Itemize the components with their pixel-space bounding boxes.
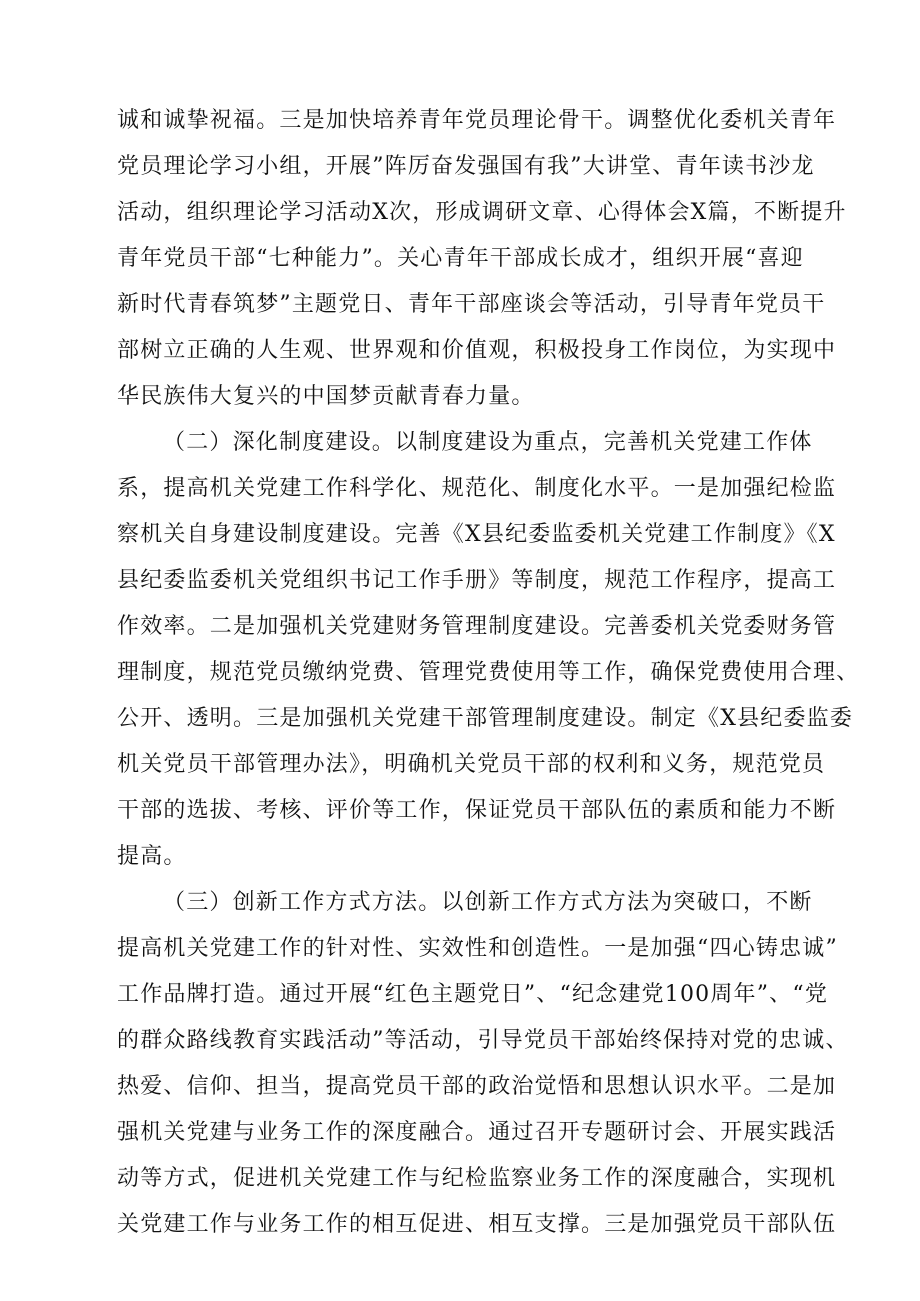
text-line: 系，提高机关党建工作科学化、规范化、制度化水平。一是加强纪检监 <box>117 476 837 501</box>
text-line: 县纪委监委机关党组织书记工作手册》等制度，规范工作程序，提高工 <box>117 568 837 593</box>
text-line: 党员理论学习小组，开展”阵厉奋发强国有我”大讲堂、青年读书沙龙 <box>117 154 815 179</box>
text-line: 诚和诚挚祝福。三是加快培养青年党员理论骨干。调整优化委机关青年 <box>117 108 837 133</box>
text-line: 理制度，规范党员缴纳党费、管理党费使用等工作，确保党费使用合理、 <box>117 660 860 685</box>
text-line: 作效率。二是加强机关党建财务管理制度建设。完善委机关党委财务管 <box>117 614 837 639</box>
section-heading-line: （二）深化制度建设。以制度建设为重点，完善机关党建工作体 <box>163 430 813 455</box>
text-line: 华民族伟大复兴的中国梦贡献青春力量。 <box>117 384 535 409</box>
text-line: 活动，组织理论学习活动X次，形成调研文章、心得体会X篇，不断提升 <box>117 200 847 225</box>
text-line: 公开、透明。三是加强机关党建干部管理制度建设。制定《X县纪委监委 <box>117 706 854 731</box>
text-line: 察机关自身建设制度建设。完善《X县纪委监委机关党建工作制度》《X <box>117 522 836 547</box>
section-heading-line: （三）创新工作方式方法。以创新工作方式方法为突破口，不断 <box>163 890 813 915</box>
text-line: 动等方式，促进机关党建工作与纪检监察业务工作的深度融合，实现机 <box>117 1166 837 1191</box>
text-line: 提高机关党建工作的针对性、实效性和创造性。一是加强“四心铸忠诚” <box>117 936 838 961</box>
text-line: 关党建工作与业务工作的相互促进、相互支撑。三是加强党员干部队伍 <box>117 1212 837 1237</box>
text-line: 部树立正确的人生观、世界观和价值观，积极投身工作岗位，为实现中 <box>117 338 837 363</box>
text-line: 工作品牌打造。通过开展“红色主题党日”、“纪念建党100周年”、“党 <box>117 982 829 1007</box>
text-line: 提高。 <box>117 844 187 869</box>
text-line: 热爱、信仰、担当，提高党员干部的政治觉悟和思想认识水平。二是加 <box>117 1074 837 1099</box>
text-line: 的群众路线教育实践活动”等活动，引导党员干部始终保持对党的忠诚、 <box>117 1028 849 1053</box>
text-line: 新时代青春筑梦”主题党日、青年干部座谈会等活动，引导青年党员干 <box>117 292 826 317</box>
text-line: 机关党员干部管理办法》，明确机关党员干部的权利和义务，规范党员 <box>117 752 826 777</box>
text-line: 青年党员干部“七种能力”。关心青年干部成长成才，组织开展“喜迎 <box>117 246 804 271</box>
text-line: 干部的选拔、考核、评价等工作，保证党员干部队伍的素质和能力不断 <box>117 798 837 823</box>
text-line: 强机关党建与业务工作的深度融合。通过召开专题研讨会、开展实践活 <box>117 1120 837 1145</box>
